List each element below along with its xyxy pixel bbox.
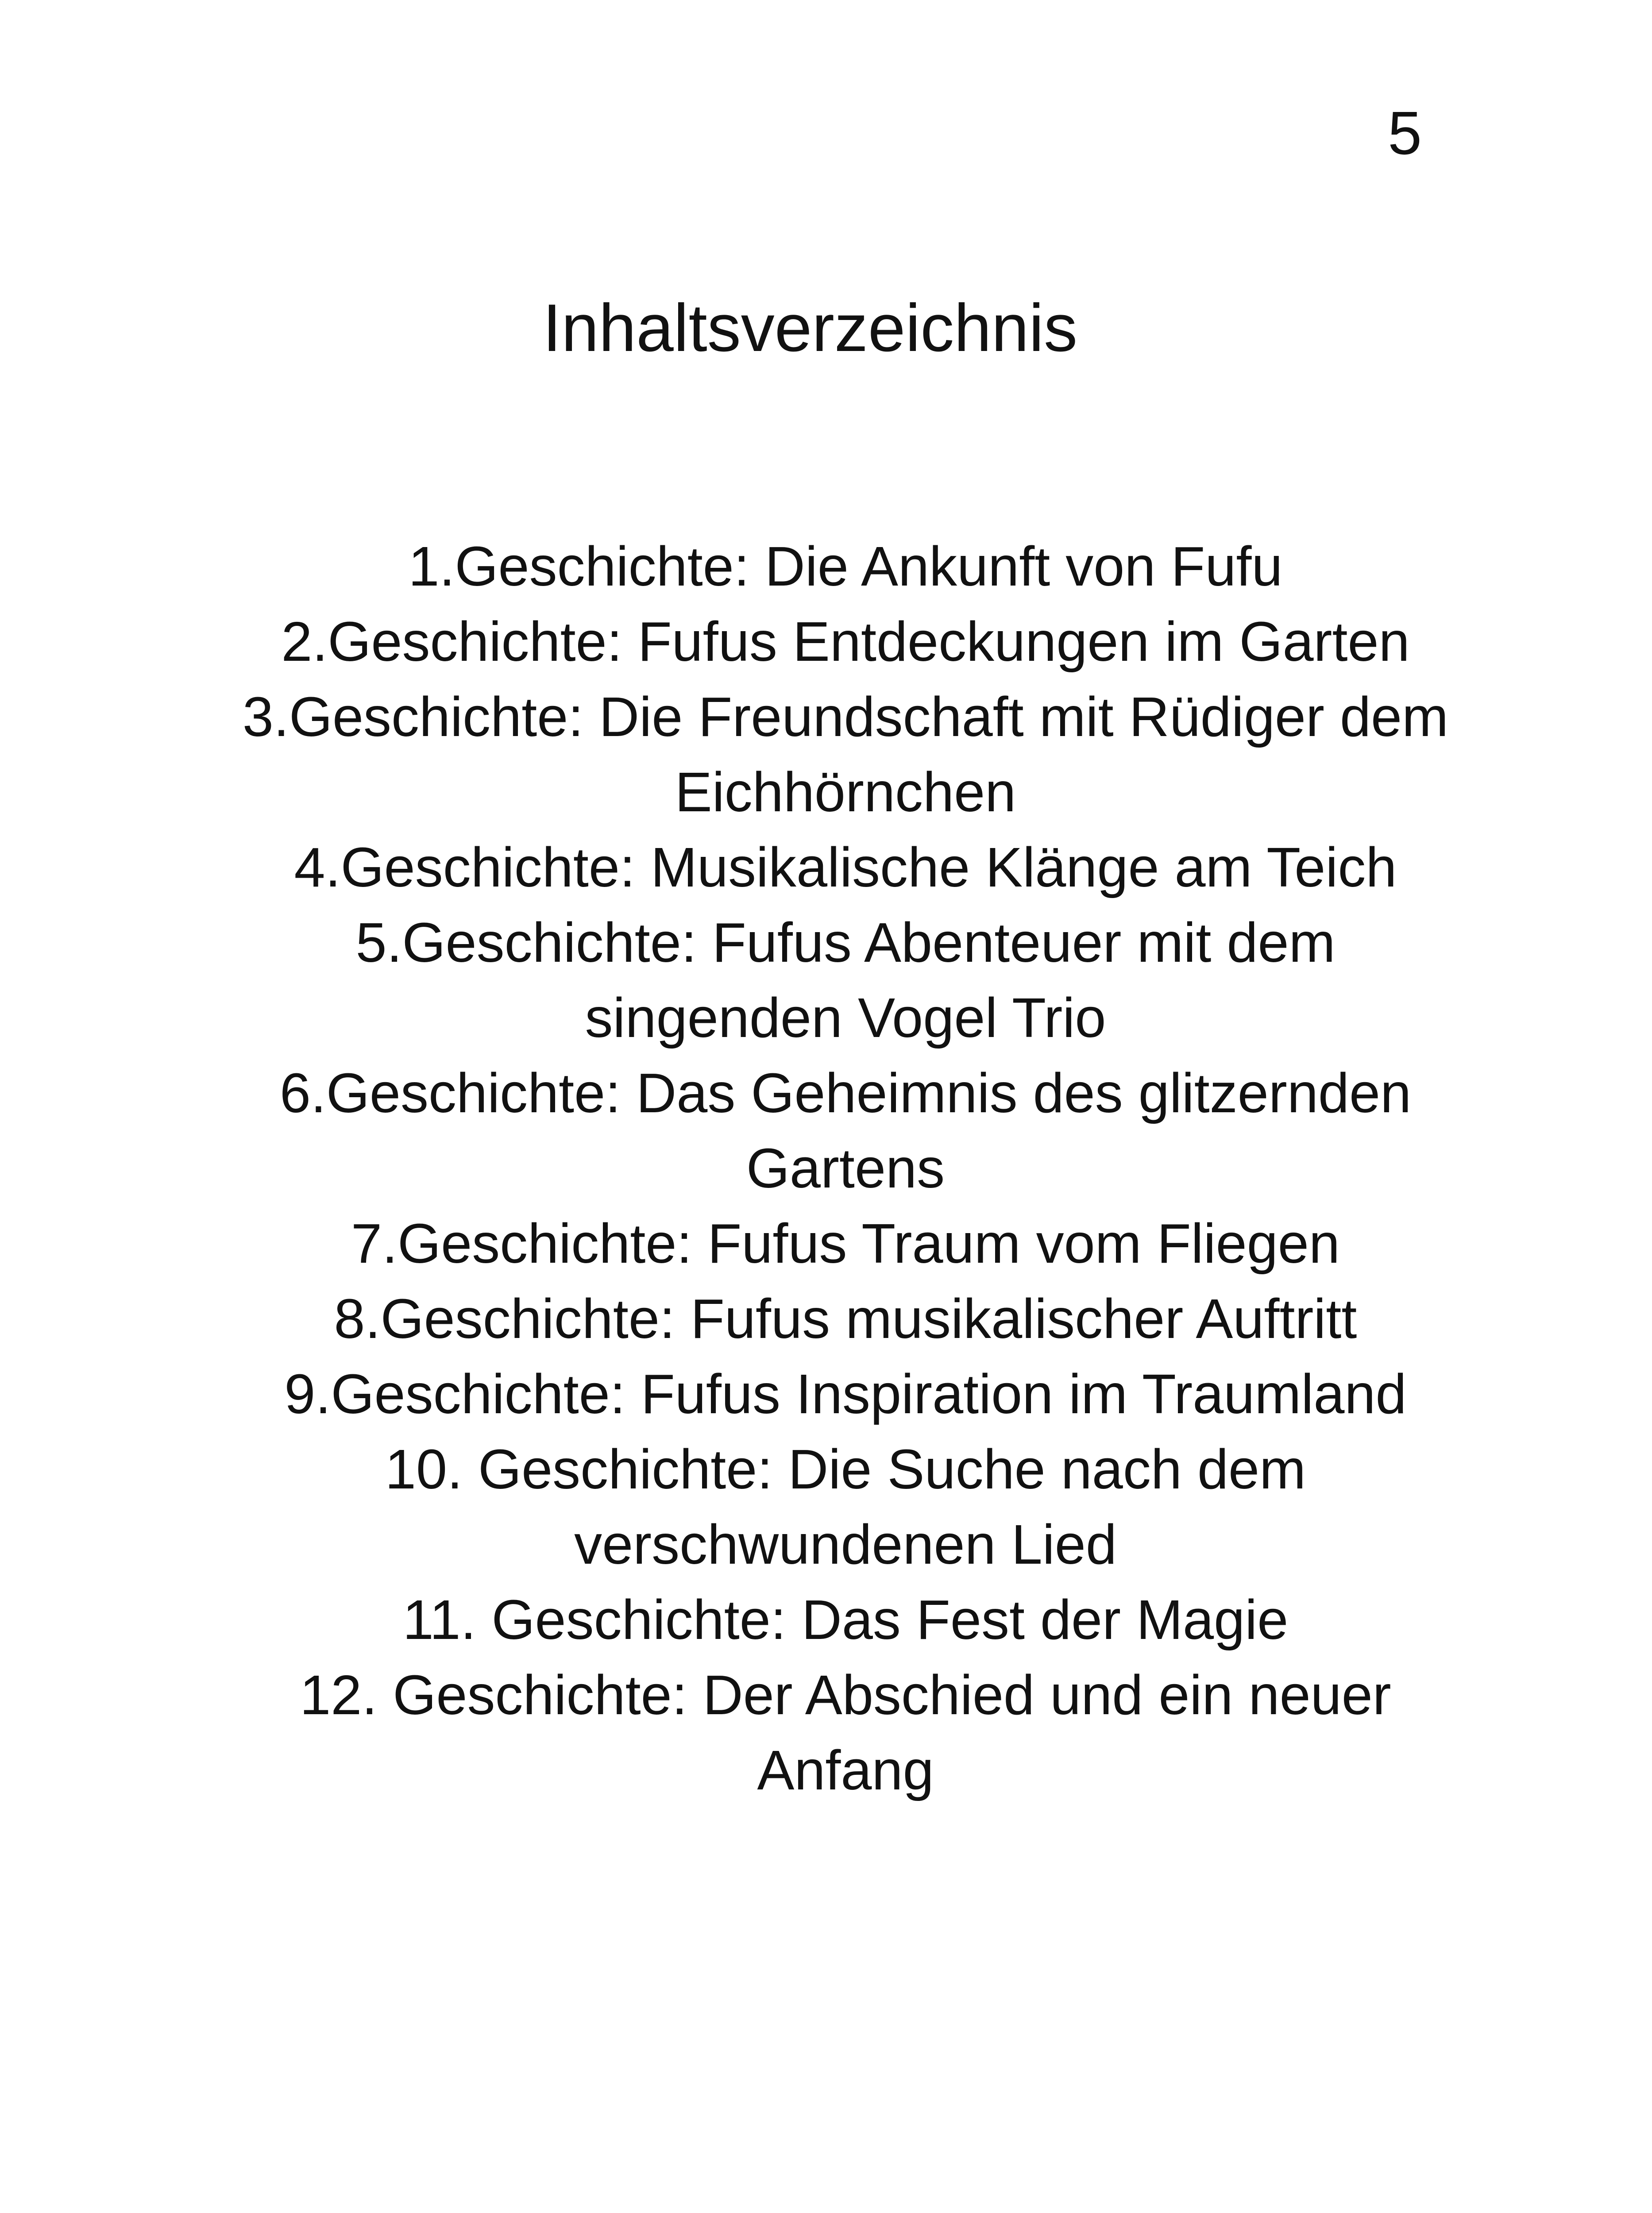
toc-entry-6: 6.Geschichte: Das Geheimnis des glitzernden Gartens bbox=[279, 1062, 1412, 1199]
toc-entry-4: 4.Geschichte: Musikalische Klänge am Teich bbox=[294, 836, 1397, 898]
toc-entry-1: 1.Geschichte: Die Ankunft von Fufu bbox=[408, 535, 1283, 598]
toc-entry-5: 5.Geschichte: Fufus Abenteuer mit dem singenden Vogel Trio bbox=[355, 911, 1335, 1049]
page-number: 5 bbox=[1388, 99, 1422, 167]
toc-entry-8: 8.Geschichte: Fufus musikalischer Auftritt bbox=[334, 1288, 1357, 1350]
toc-entry-7: 7.Geschichte: Fufus Traum vom Fliegen bbox=[351, 1212, 1340, 1275]
page-title: Inhaltsverzeichnis bbox=[542, 290, 1078, 366]
toc-entry-11: 11. Geschichte: Das Fest der Magie bbox=[402, 1588, 1289, 1651]
toc-entry-10: 10. Geschichte: Die Suche nach dem verschwundenen Lied bbox=[385, 1438, 1306, 1576]
toc-entry-9: 9.Geschichte: Fufus Inspiration im Traumland bbox=[284, 1363, 1407, 1425]
toc-entry-12: 12. Geschichte: Der Abschied und ein neuer Anfang bbox=[300, 1664, 1391, 1801]
table-of-contents bbox=[230, 529, 1461, 1808]
toc-entry-3: 3.Geschichte: Die Freundschaft mit Rüdiger dem Eichhörnchen bbox=[242, 686, 1449, 823]
toc-entry-2: 2.Geschichte: Fufus Entdeckungen im Garten bbox=[281, 610, 1410, 673]
